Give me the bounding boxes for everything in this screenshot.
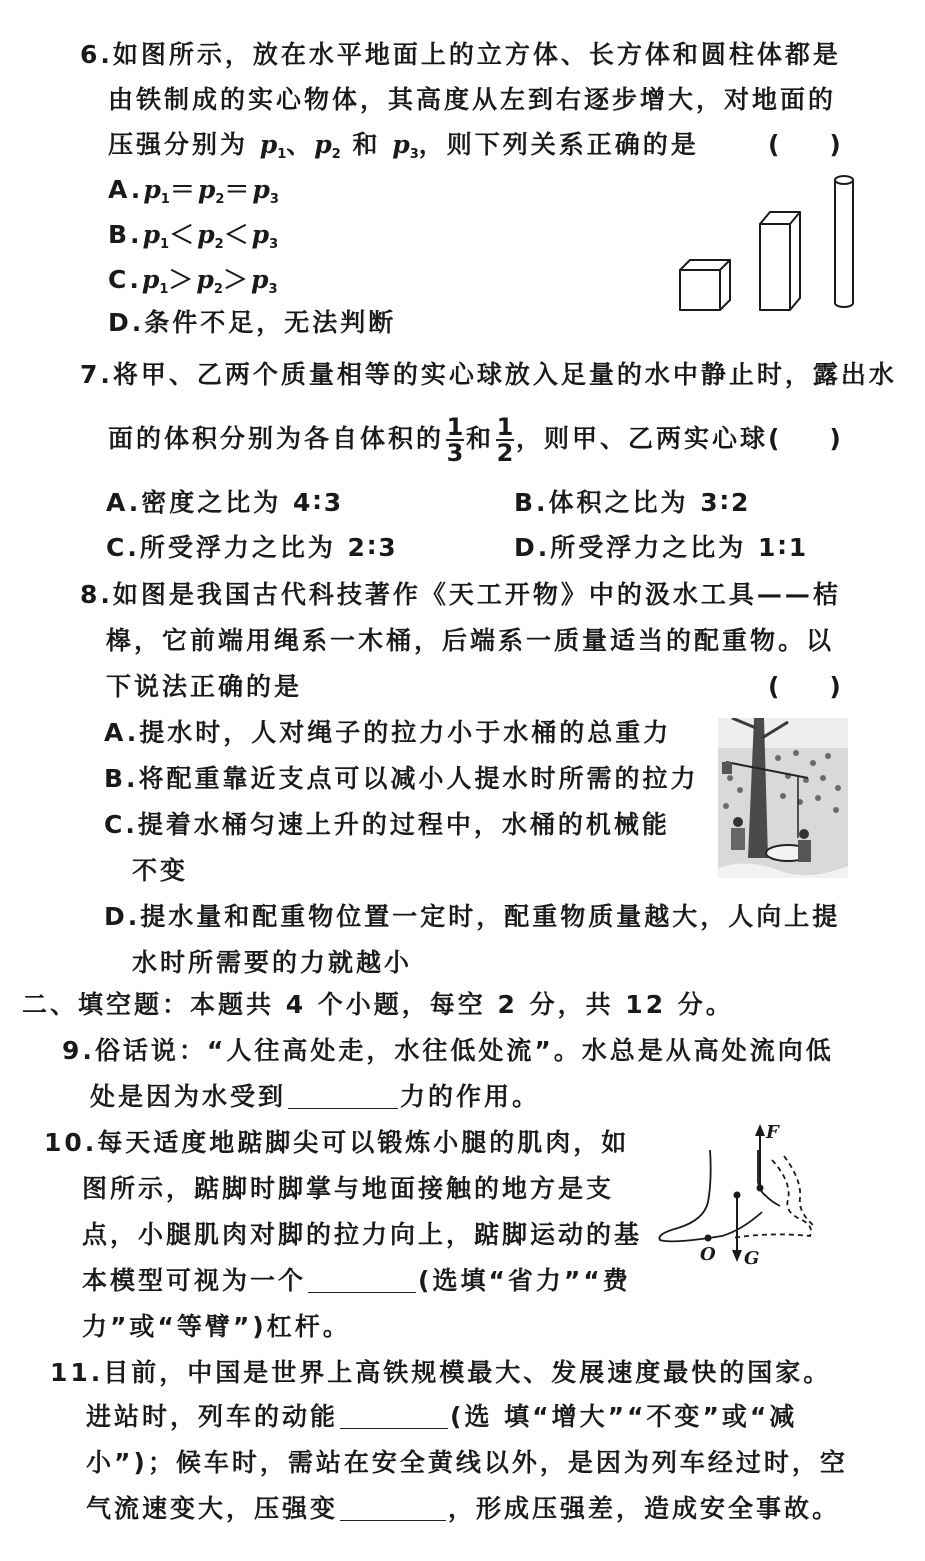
sub-3: 3 bbox=[268, 282, 278, 297]
sub-2: 2 bbox=[213, 282, 223, 297]
foot-outline bbox=[659, 1150, 762, 1241]
q9-line1 bbox=[62, 1036, 834, 1066]
q9-line2 bbox=[90, 1082, 540, 1112]
q6-option-a[interactable] bbox=[108, 175, 279, 215]
var-p: p bbox=[143, 175, 161, 204]
q8-option-c-cont: 不变 bbox=[132, 856, 189, 885]
q11-line4 bbox=[86, 1494, 840, 1524]
opt-d-text: 条件不足，无法判断 bbox=[144, 308, 397, 337]
var-p: p bbox=[197, 220, 215, 249]
q11-text-2a: 进站时，列车的动能 bbox=[86, 1402, 339, 1431]
q9-answer-blank[interactable] bbox=[288, 1084, 398, 1109]
q10-line1 bbox=[44, 1128, 629, 1158]
q11-line3: 小”)；候车时，需站在安全黄线以外，是因为列车经过时，空 bbox=[86, 1448, 848, 1477]
q11-text-4a: 气流速变大，压强变 bbox=[86, 1494, 339, 1523]
var-p: p bbox=[259, 130, 278, 159]
opt-letter: A. bbox=[108, 175, 144, 204]
sub-1: 1 bbox=[159, 282, 169, 297]
sub-3: 3 bbox=[269, 192, 279, 207]
q10-answer-blank[interactable] bbox=[308, 1268, 416, 1293]
frac-numerator: 1 bbox=[446, 413, 464, 441]
cube-shape bbox=[680, 260, 730, 310]
q8-option-a[interactable]: A.提水时，人对绳子的拉力小于水桶的总重力 bbox=[104, 718, 672, 747]
q8-text-1: 如图是我国古代科技著作《天工开物》中的汲水工具——桔 bbox=[112, 580, 841, 609]
q6-line2: 由铁制成的实心物体，其高度从左到右逐步增大，对地面的 bbox=[108, 85, 837, 114]
q6-option-d[interactable] bbox=[108, 308, 396, 338]
q7-number: 7. bbox=[80, 360, 113, 389]
sub-1: 1 bbox=[160, 192, 170, 207]
q7-option-c[interactable]: C.所受浮力之比为 2∶3 bbox=[106, 533, 399, 562]
q8-line1 bbox=[80, 580, 841, 610]
q9-text-2a: 处是因为水受到 bbox=[90, 1082, 287, 1111]
raised-leg-outline bbox=[784, 1156, 814, 1226]
equals-sign: ＝ bbox=[169, 175, 198, 204]
q8-option-d-cont: 水时所需要的力就越小 bbox=[132, 948, 413, 977]
q10-foot-lever-figure bbox=[652, 1120, 822, 1280]
q6-text-3d: ，则下列关系正确的是 bbox=[418, 130, 699, 159]
q6-number: 6. bbox=[80, 40, 113, 69]
center-of-gravity-dot bbox=[734, 1192, 741, 1199]
q10-text-1: 每天适度地踮脚尖可以锻炼小腿的肌肉，如 bbox=[97, 1128, 630, 1157]
q9-text-1: 俗话说：“人往高处走，水往低处流”。水总是从高处流向低 bbox=[94, 1036, 834, 1065]
q8-option-c[interactable]: C.提着水桶匀速上升的过程中，水桶的机械能 bbox=[104, 810, 670, 839]
greater-than-sign: ＞ bbox=[168, 265, 197, 294]
q6-text-3b: 、 bbox=[286, 130, 315, 159]
var-p: p bbox=[141, 265, 160, 294]
q8-answer-paren[interactable]: ( ) bbox=[768, 672, 841, 701]
q7-option-b[interactable]: B.体积之比为 3∶2 bbox=[514, 488, 752, 517]
q6-option-b[interactable] bbox=[108, 220, 278, 260]
section-2-heading: 二、填空题：本题共 4 个小题，每空 2 分，共 12 分。 bbox=[22, 990, 734, 1019]
q7-line2 bbox=[108, 410, 768, 468]
sub-3: 3 bbox=[409, 147, 419, 162]
q6-text-3a: 压强分别为 bbox=[108, 130, 260, 159]
frac-numerator: 1 bbox=[496, 413, 514, 441]
q6-line3 bbox=[108, 130, 699, 170]
less-than-sign: ＜ bbox=[169, 220, 198, 249]
q8-line2: 槔，它前端用绳系一木桶，后端系一质量适当的配重物。以 bbox=[106, 626, 835, 655]
q9-number: 9. bbox=[62, 1036, 95, 1065]
less-than-sign: ＜ bbox=[223, 220, 252, 249]
q7-text-2a: 面的体积分别为各自体积的 bbox=[108, 424, 445, 453]
q6-option-c[interactable] bbox=[108, 265, 277, 305]
var-p: p bbox=[196, 265, 214, 294]
arrowhead-icon bbox=[755, 1124, 765, 1136]
foot-lever-drawing bbox=[652, 1120, 822, 1280]
cuboid-shape bbox=[760, 212, 800, 310]
q11-text-1: 目前，中国是世界上高铁规模最大、发展速度最快的国家。 bbox=[103, 1358, 832, 1387]
leg-outline bbox=[758, 1150, 780, 1206]
q7-text-2b: 和 bbox=[466, 424, 495, 453]
q10-text-4b: (选填“省力”“费 bbox=[418, 1266, 631, 1295]
sub-2: 2 bbox=[331, 147, 341, 162]
sub-1: 1 bbox=[160, 237, 170, 252]
var-p: p bbox=[314, 130, 332, 159]
q11-line2 bbox=[86, 1402, 797, 1432]
var-p: p bbox=[197, 175, 216, 204]
cylinder-shape bbox=[835, 176, 853, 307]
q6-text-1: 如图所示，放在水平地面上的立方体、长方体和圆柱体都是 bbox=[112, 40, 841, 69]
q7-text-1: 将甲、乙两个质量相等的实心球放入足量的水中静止时，露出水 bbox=[112, 360, 897, 389]
q10-text-4a: 本模型可视为一个 bbox=[82, 1266, 307, 1295]
q6-text-3c: 和 bbox=[340, 130, 393, 159]
equals-sign: ＝ bbox=[224, 175, 253, 204]
q8-option-d[interactable]: D.提水量和配重物位置一定时，配重物质量越大，人向上提 bbox=[104, 902, 841, 931]
q7-line1 bbox=[80, 360, 897, 390]
label-g: G bbox=[744, 1248, 760, 1269]
var-p: p bbox=[250, 265, 269, 294]
q11-answer-blank-1[interactable] bbox=[340, 1404, 448, 1429]
q11-number: 11. bbox=[50, 1358, 104, 1387]
opt-letter: B. bbox=[108, 220, 143, 249]
q7-answer-paren[interactable]: ( ) bbox=[768, 424, 841, 453]
greater-than-sign: ＞ bbox=[222, 265, 251, 294]
q10-line4 bbox=[82, 1266, 631, 1296]
opt-letter: D. bbox=[108, 308, 145, 337]
sub-1: 1 bbox=[277, 147, 287, 162]
q6-solids-figure bbox=[672, 168, 862, 316]
q10-line5: 力”或“等臂”)杠杆。 bbox=[82, 1312, 351, 1341]
q7-option-a[interactable]: A.密度之比为 4∶3 bbox=[106, 488, 345, 517]
q7-text-2c: ，则甲、乙两实心球 bbox=[516, 424, 769, 453]
muscle-attach-dot bbox=[757, 1185, 764, 1192]
fraction-one-third bbox=[446, 415, 464, 465]
label-f: F bbox=[766, 1122, 779, 1143]
var-p: p bbox=[142, 220, 161, 249]
q11-text-4b: ，形成压强差，造成安全事故。 bbox=[448, 1494, 841, 1523]
var-p: p bbox=[392, 130, 410, 159]
arrowhead-icon bbox=[732, 1250, 742, 1262]
fulcrum-dot bbox=[705, 1235, 712, 1242]
q6-line1 bbox=[80, 40, 841, 70]
sub-2: 2 bbox=[215, 192, 225, 207]
label-o: O bbox=[700, 1244, 716, 1265]
var-p: p bbox=[251, 220, 270, 249]
q8-line3: 下说法正确的是 bbox=[106, 672, 303, 701]
q8-number: 8. bbox=[80, 580, 113, 609]
var-p: p bbox=[252, 175, 270, 204]
q10-number: 10. bbox=[44, 1128, 98, 1157]
q10-line3: 点，小腿肌肉对脚的拉力向上，踮脚运动的基 bbox=[82, 1220, 643, 1249]
q10-line2: 图所示，踮脚时脚掌与地面接触的地方是支 bbox=[82, 1174, 615, 1203]
sub-2: 2 bbox=[214, 237, 224, 252]
fraction-one-half bbox=[496, 415, 514, 465]
q8-option-b[interactable]: B.将配重靠近支点可以减小人提水时所需的拉力 bbox=[104, 764, 699, 793]
q11-text-2b: (选 填“增大”“不变”或“减 bbox=[450, 1402, 798, 1431]
q6-answer-paren[interactable]: ( ) bbox=[768, 130, 841, 159]
frac-denominator: 2 bbox=[496, 439, 514, 467]
sub-3: 3 bbox=[269, 237, 279, 252]
q11-answer-blank-2[interactable] bbox=[340, 1496, 446, 1521]
q7-option-d[interactable]: D.所受浮力之比为 1∶1 bbox=[514, 533, 810, 562]
q8-well-sweep-illustration bbox=[718, 718, 848, 878]
frac-denominator: 3 bbox=[446, 439, 464, 467]
q11-line1 bbox=[50, 1358, 831, 1388]
opt-letter: C. bbox=[108, 265, 142, 294]
q9-text-2b: 力的作用。 bbox=[400, 1082, 541, 1111]
